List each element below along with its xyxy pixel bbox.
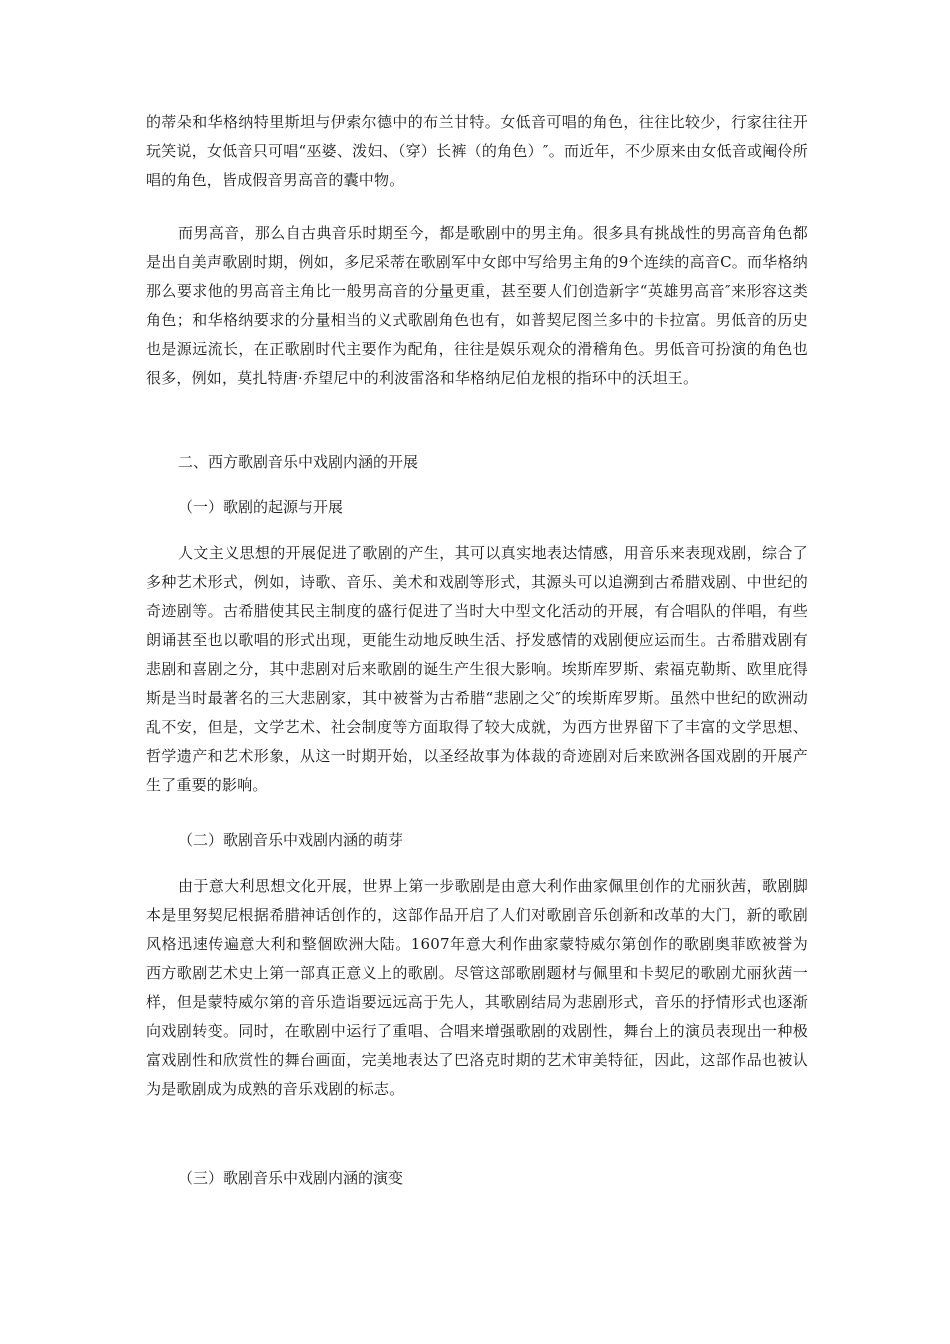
section-heading-2: 二、西方歌剧音乐中戏剧内涵的开展 <box>178 453 419 471</box>
body-paragraph-tenor-bass: 而男高音，那么自古典音乐时期至今，都是歌剧中的男主角。很多具有挑战性的男高音角色都是出自美声歌剧时期，例如，多尼采蒂在歌剧军中女郎中写给男主角的9个连续的高音C。而华格纳那么要求他的男高音主角比一般男高音的分量更重，甚至要人们创造新字“英雄男高音″来形容这类角色；和华格纳要求的分量相当的义式歌剧角色也有，如普契尼图兰多中的卡拉富。男低音的历史也是源远流长，在正歌剧时代主要作为配角，往往是娱乐观众的滑稽角色。男低音可扮演的角色也很多，例如，莫扎特唐·乔望尼中的利波雷洛和华格纳尼伯龙根的指环中的沃坦王。 <box>146 224 808 387</box>
body-paragraph-voice-roles: 的蒂朵和华格纳特里斯坦与伊索尔德中的布兰甘特。女低音可唱的角色，往往比较少，行家往往开玩笑说，女低音只可唱“巫婆、泼妇、（穿）长裤（的角色）″。而近年，不少原来由女低音或阉伶所唱的角色，皆成假音男高音的囊中物。 <box>146 113 808 189</box>
subsection-heading-origin: （一）歌剧的起源与开展 <box>178 498 344 516</box>
subsection-heading-evolution: （三）歌剧音乐中戏剧内涵的演变 <box>178 1169 404 1187</box>
body-paragraph-budding: 由于意大利思想文化开展，世界上第一步歌剧是由意大利作曲家佩里创作的尤丽狄茜，歌剧脚本是里努契尼根据希腊神话创作的，这部作品开启了人们对歌剧音乐创新和改革的大门，新的歌剧风格迅速传遍意大利和整個欧洲大陆。1607年意大利作曲家蒙特威尔第创作的歌剧奥菲欧被誉为西方歌剧艺术史上第一部真正意义上的歌剧。尽管这部歌剧题材与佩里和卡契尼的歌剧尤丽狄茜一样，但是蒙特威尔第的音乐造诣要远远高于先人，其歌剧结局为悲剧形式，音乐的抒情形式也逐渐向戏剧转变。同时，在歌剧中运行了重唱、合唱来增强歌剧的戏剧性，舞台上的演员表现出一种极富戏剧性和欣赏性的舞台画面，完美地表达了巴洛克时期的艺术审美特征，因此，这部作品也被认为是歌剧成为成熟的音乐戏剧的标志。 <box>146 877 808 1098</box>
subsection-heading-budding: （二）歌剧音乐中戏剧内涵的萌芽 <box>178 831 404 849</box>
body-paragraph-origin: 人文主义思想的开展促进了歌剧的产生，其可以真实地表达情感，用音乐来表现戏剧，综合了多种艺术形式，例如，诗歌、音乐、美术和戏剧等形式，其源头可以追溯到古希腊戏剧、中世纪的奇迹剧等。古希腊使其民主制度的盛行促进了当时大中型文化活动的开展，有合唱队的伴唱，有些朗诵甚至也以歌唱的形式出现，更能生动地反映生活、抒发感情的戏剧便应运而生。古希腊戏剧有悲剧和喜剧之分，其中悲剧对后来歌剧的诞生产生很大影响。埃斯库罗斯、索福克勒斯、欧里庇得斯是当时最著名的三大悲剧家，其中被誉为古希腊“悲剧之父″的埃斯库罗斯。虽然中世纪的欧洲动乱不安，但是，文学艺术、社会制度等方面取得了较大成就，为西方世界留下了丰富的文学思想、哲学遗产和艺术形象，从这一时期开始，以圣经故事为体裁的奇迹剧对后来欧洲各国戏剧的开展产生了重要的影响。 <box>146 544 808 794</box>
